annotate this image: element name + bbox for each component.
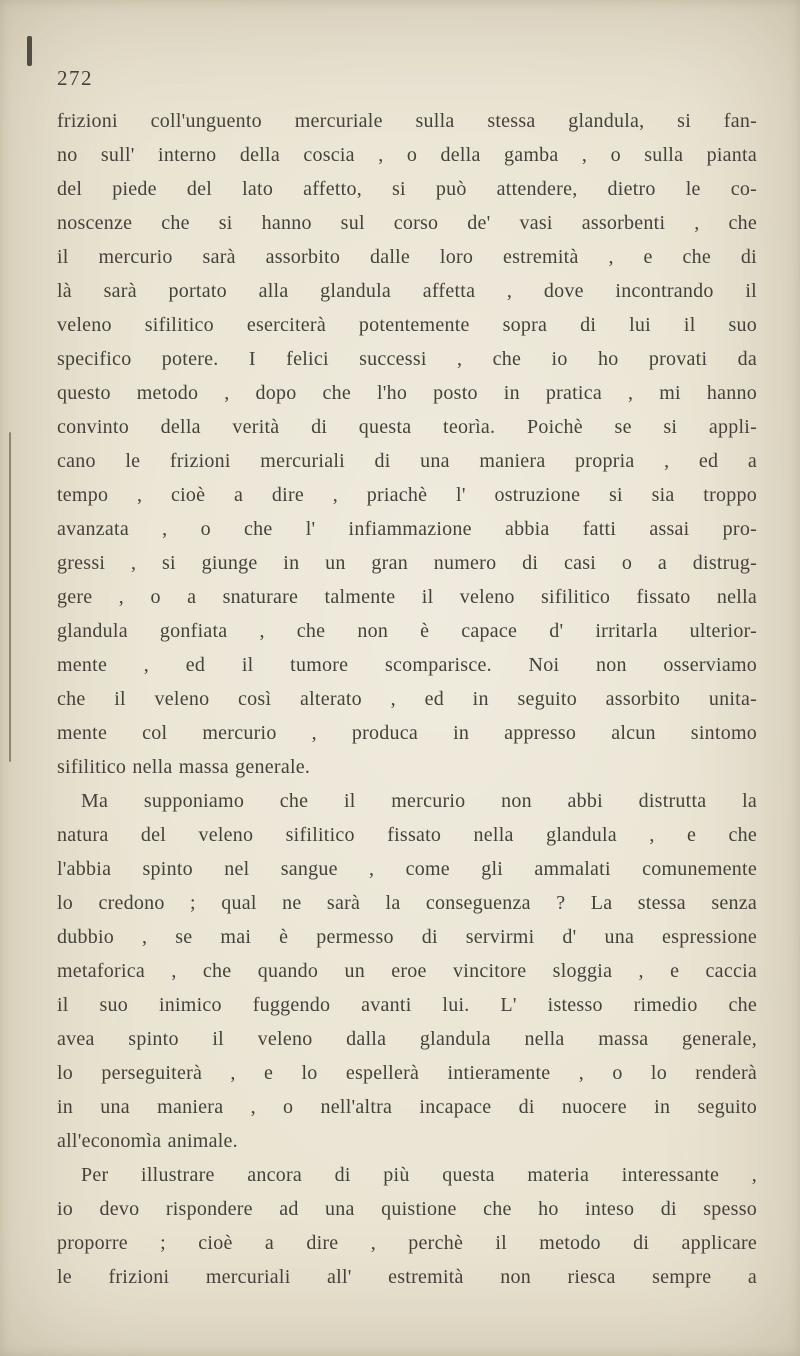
text-line: le frizioni mercuriali all' estremità non riesca sempre a bbox=[57, 1266, 757, 1288]
text-line: mente col mercurio , produca in appresso alcun sintomo bbox=[57, 722, 757, 744]
text-line: convinto della verità di questa teorìa. Poichè se si appli- bbox=[57, 416, 757, 438]
text-line: Ma supponiamo che il mercurio non abbi distrutta la bbox=[81, 790, 757, 812]
scan-edge-artifact bbox=[9, 432, 11, 762]
text-line: specifico potere. I felici successi , che io ho provati da bbox=[57, 348, 757, 370]
text-line: veleno sifilitico eserciterà potentemente sopra di lui il suo bbox=[57, 314, 757, 336]
text-line: là sarà portato alla glandula affetta , dove incontrando il bbox=[57, 280, 757, 302]
text-line: l'abbia spinto nel sangue , come gli ammalati comunemente bbox=[57, 858, 757, 880]
text-line: noscenze che si hanno sul corso de' vasi assorbenti , che bbox=[57, 212, 757, 234]
text-line: il mercurio sarà assorbito dalle loro estremità , e che di bbox=[57, 246, 757, 268]
text-line: cano le frizioni mercuriali di una maniera propria , ed a bbox=[57, 450, 757, 472]
page-number: 272 bbox=[57, 66, 93, 90]
text-line: avea spinto il veleno dalla glandula nella massa generale, bbox=[57, 1028, 757, 1050]
text-line: dubbio , se mai è permesso di servirmi d' una espressione bbox=[57, 926, 757, 948]
text-line: avanzata , o che l' infiammazione abbia fatti assai pro- bbox=[57, 518, 757, 540]
text-line: sifilitico nella massa generale. bbox=[57, 756, 311, 778]
text-line: gressi , si giunge in un gran numero di casi o a distrug- bbox=[57, 552, 757, 574]
text-line: proporre ; cioè a dire , perchè il metodo di applicare bbox=[57, 1232, 757, 1254]
page-text bbox=[57, 104, 757, 1294]
text-line: all'economìa animale. bbox=[57, 1130, 238, 1152]
text-line: il suo inimico fuggendo avanti lui. L' istesso rimedio che bbox=[57, 994, 757, 1016]
text-line: no sull' interno della coscia , o della gamba , o sulla pianta bbox=[57, 144, 757, 166]
text-line: Per illustrare ancora di più questa materia interessante , bbox=[81, 1164, 757, 1186]
text-line: in una maniera , o nell'altra incapace di nuocere in seguito bbox=[57, 1096, 757, 1118]
text-line: mente , ed il tumore scomparisce. Noi non osserviamo bbox=[57, 654, 757, 676]
text-line: questo metodo , dopo che l'ho posto in pratica , mi hanno bbox=[57, 382, 757, 404]
text-line: io devo rispondere ad una quistione che ho inteso di spesso bbox=[57, 1198, 757, 1220]
text-line: frizioni coll'unguento mercuriale sulla stessa glandula, si fan- bbox=[57, 110, 757, 132]
text-line: glandula gonfiata , che non è capace d' irritarla ulterior- bbox=[57, 620, 757, 642]
text-line: lo credono ; qual ne sarà la conseguenza ? La stessa senza bbox=[57, 892, 757, 914]
text-line: natura del veleno sifilitico fissato nella glandula , e che bbox=[57, 824, 757, 846]
text-line: metaforica , che quando un eroe vincitore sloggia , e caccia bbox=[57, 960, 757, 982]
text-line: che il veleno così alterato , ed in seguito assorbito unita- bbox=[57, 688, 757, 710]
text-line: tempo , cioè a dire , priachè l' ostruzione si sia troppo bbox=[57, 484, 757, 506]
stray-ink-mark bbox=[27, 36, 32, 66]
text-line: del piede del lato affetto, si può attendere, dietro le co- bbox=[57, 178, 757, 200]
text-line: lo perseguiterà , e lo espellerà intieramente , o lo renderà bbox=[57, 1062, 757, 1084]
text-line: gere , o a snaturare talmente il veleno sifilitico fissato nella bbox=[57, 586, 757, 608]
